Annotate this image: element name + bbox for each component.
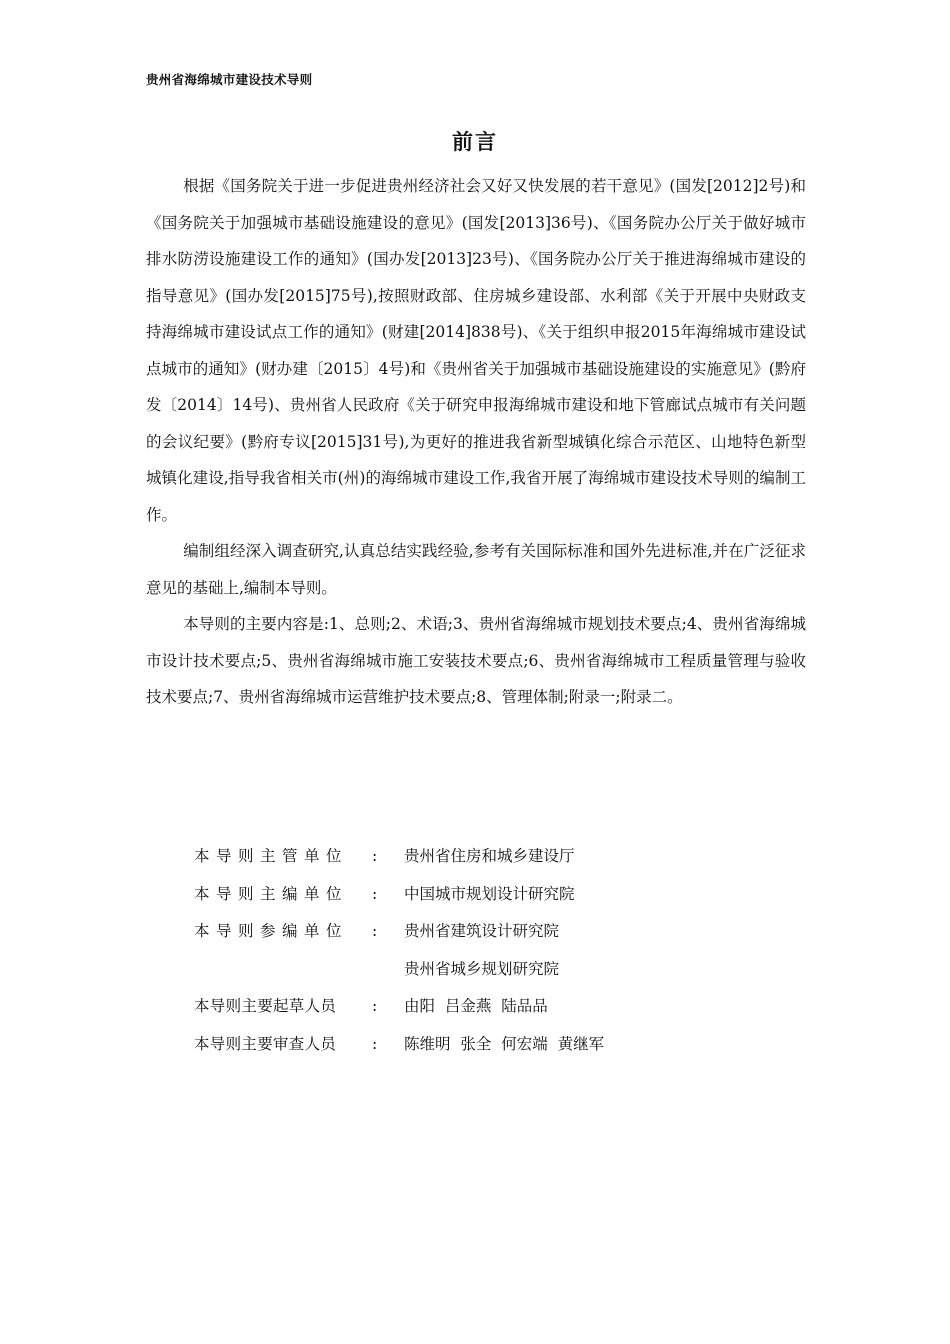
credit-colon <box>372 951 404 989</box>
credit-value: 贵州省城乡规划研究院 <box>404 959 560 978</box>
section-title: 前言 <box>452 130 498 154</box>
credit-value: 中国城市规划设计研究院 <box>404 884 575 903</box>
preface-body <box>146 168 806 716</box>
credit-label: 本导则主管单位 <box>194 847 349 865</box>
paragraph-contents: 本导则的主要内容是:1、总则;2、术语;3、贵州省海绵城市规划技术要点;4、贵州省海绵城市设计技术要点;5、贵州省海绵城市施工安装技术要点;6、贵州省海绵城市工程质量管理与验收技术要点;7、贵州省海绵城市运营维护技术要点;8、管理体制;附录一;附录二。 <box>146 615 806 706</box>
credit-colon: : <box>372 997 378 1015</box>
paragraph-basis: 根据《国务院关于进一步促进贵州经济社会又好又快发展的若干意见》(国发[2012]2号)和《国务院关于加强城市基础设施建设的意见》(国发[2013]36号)、《国务院办公厅关于做好城市排水防涝设施建设工作的通知》(国办发[2013]23号)、《国务院办公厅关于推进海绵城市建设的指导意见》(国办发[2015]75号),按照财政部、住房城乡建设部、水利部《关于开展中央财政支持海绵城市建设试点工作的通知》(财建[2014]838号)、《关于组织申报2015年海绵城市建设试点城市的通知》(财办建〔2015〕4号)和《贵州省关于加强城市基础设施建设的实施意见》(黔府发〔2014〕14号)、贵州省人民政府《关于研究申报海绵城市建设和地下管廊试点城市有关问题的会议纪要》(黔府专议[2015]31号),为更好的推进我省新型城镇化综合示范区、山地特色新型城镇化建设,指导我省相关市(州)的海绵城市建设工作,我省开展了海绵城市建设技术导则的编制工作。 <box>146 177 806 524</box>
credit-row-chief-editor-unit <box>194 876 604 914</box>
credit-colon: : <box>372 922 378 940</box>
credits-block <box>194 838 604 1063</box>
credit-row-participating-unit-2 <box>194 951 604 989</box>
credit-value: 陈维明 张全 何宏端 黄继军 <box>404 1034 605 1053</box>
paragraph-compilation: 编制组经深入调查研究,认真总结实践经验,参考有关国际标准和国外先进标准,并在广泛征求意见的基础上,编制本导则。 <box>146 542 806 597</box>
credit-label: 本导则主编单位 <box>194 884 349 903</box>
credit-label: 本导则参编单位 <box>194 922 349 940</box>
credit-row-participating-unit <box>194 913 604 951</box>
credit-label: 本导则主要审查人员 <box>194 1034 337 1053</box>
credit-row-drafters <box>194 988 604 1026</box>
credit-colon: : <box>372 847 378 865</box>
running-header-title: 贵州省海绵城市建设技术导则 <box>146 72 313 87</box>
credit-label: 本导则主要起草人员 <box>194 997 337 1015</box>
credit-label <box>194 951 372 989</box>
credit-row-reviewers <box>194 1026 604 1064</box>
credit-row-supervising-unit <box>194 838 604 876</box>
credit-value: 贵州省建筑设计研究院 <box>404 922 560 940</box>
credit-colon: : <box>372 884 378 903</box>
credit-value: 由阳 吕金燕 陆品品 <box>404 997 548 1015</box>
credit-colon: : <box>372 1034 378 1053</box>
credit-value: 贵州省住房和城乡建设厅 <box>404 847 575 865</box>
